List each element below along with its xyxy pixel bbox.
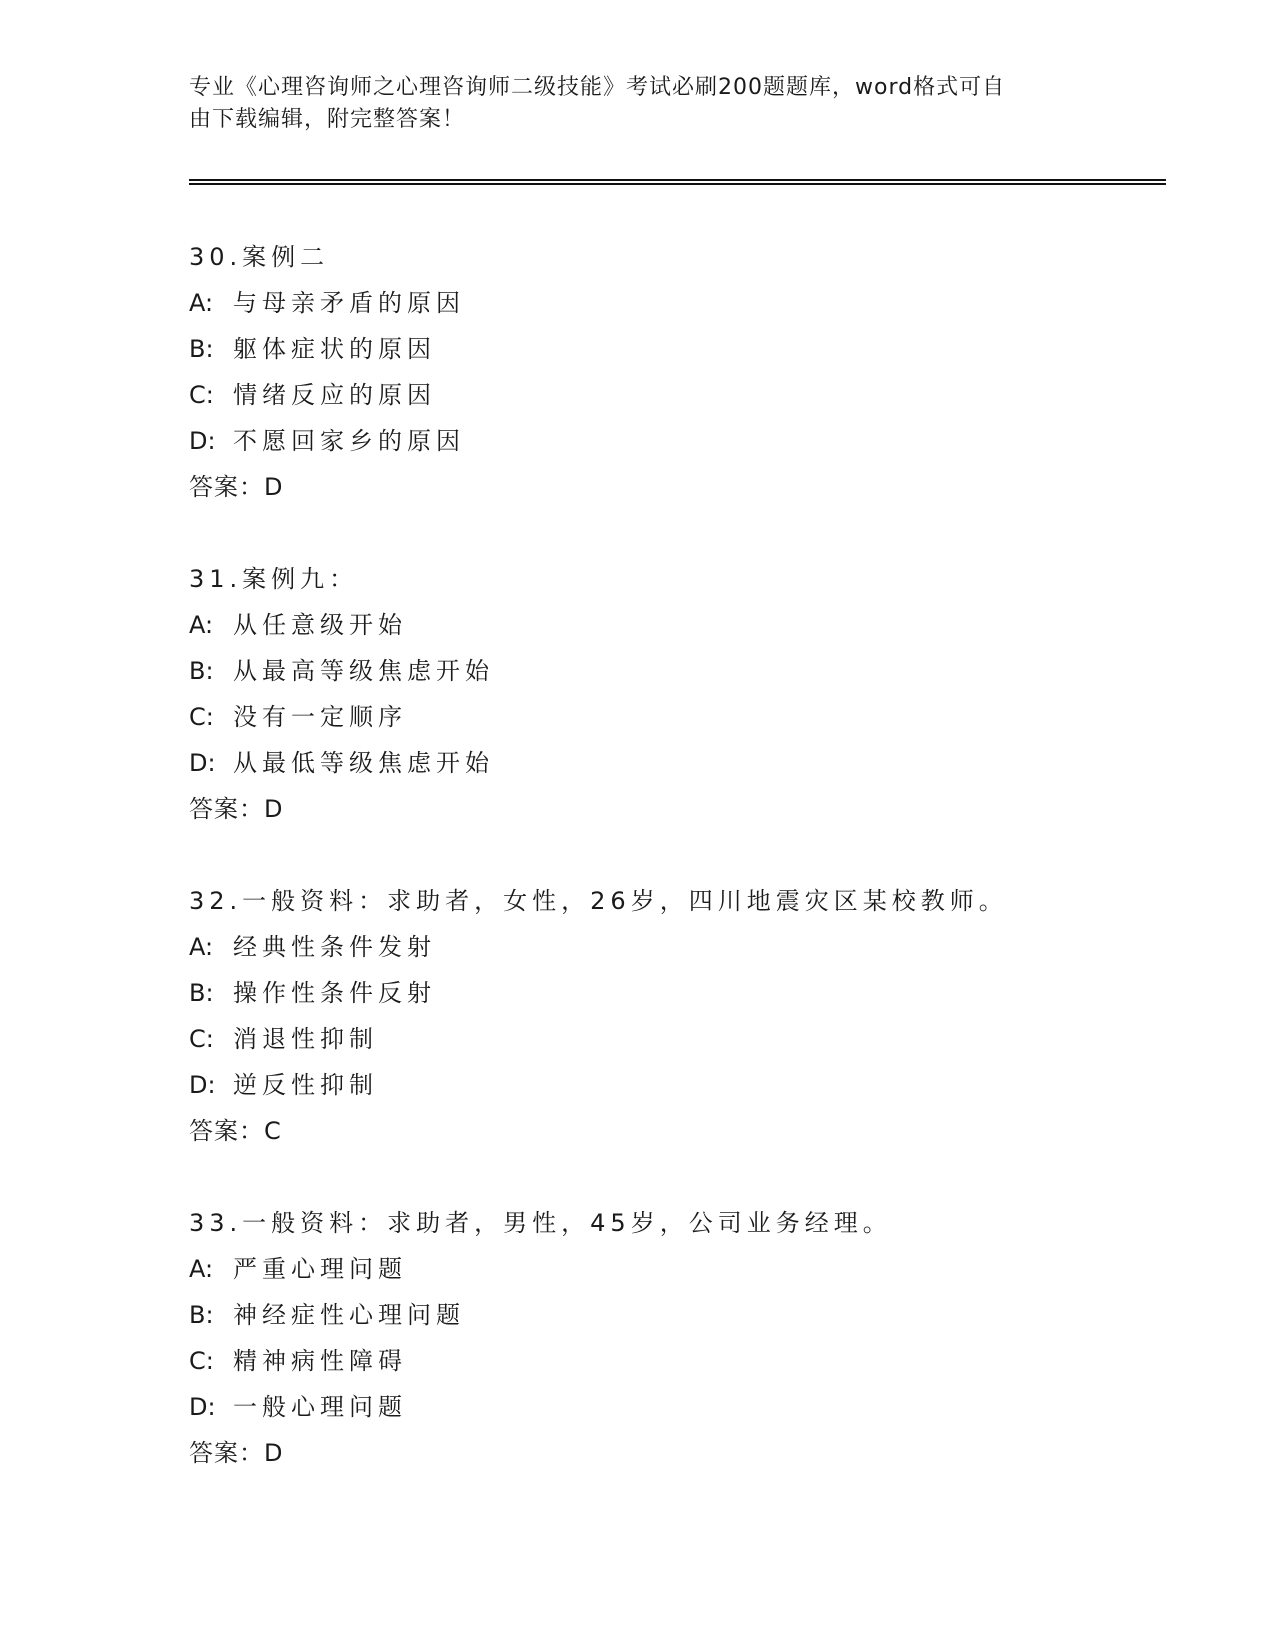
- answer-value: D: [264, 473, 284, 501]
- answer-label: 答案：: [189, 1439, 264, 1467]
- option-text: 不愿回家乡的原因: [233, 427, 465, 455]
- option-text: 一般心理问题: [233, 1393, 407, 1421]
- question-30: [189, 234, 1169, 510]
- option-key: A:: [189, 1255, 214, 1283]
- option-text: 与母亲矛盾的原因: [233, 289, 465, 317]
- option-key: A:: [189, 289, 214, 317]
- option-text: 情绪反应的原因: [233, 381, 436, 409]
- answer-label: 答案：: [189, 795, 264, 823]
- option-d: [189, 1062, 1169, 1108]
- question-31: [189, 556, 1169, 832]
- answer-line: [189, 786, 1169, 832]
- option-text: 从最高等级焦虑开始: [233, 657, 494, 685]
- question-stem: 30.案例二: [189, 243, 330, 271]
- option-key: B:: [189, 657, 214, 685]
- answer-label: 答案：: [189, 473, 264, 501]
- answer-value: C: [264, 1117, 282, 1145]
- option-key: A:: [189, 611, 214, 639]
- option-text: 躯体症状的原因: [233, 335, 436, 363]
- header-line-1: 专业《心理咨询师之心理咨询师二级技能》考试必刷200题题库，word格式可自: [189, 75, 1006, 100]
- question-32: [189, 878, 1169, 1154]
- option-text: 精神病性障碍: [233, 1347, 407, 1375]
- answer-value: D: [264, 795, 284, 823]
- option-key: B:: [189, 335, 214, 363]
- option-d: [189, 418, 1169, 464]
- option-key: A:: [189, 933, 214, 961]
- option-b: [189, 1292, 1169, 1338]
- question-list: [189, 234, 1169, 1522]
- option-text: 从任意级开始: [233, 611, 407, 639]
- option-text: 经典性条件发射: [233, 933, 436, 961]
- option-b: [189, 326, 1169, 372]
- option-a: [189, 280, 1169, 326]
- option-text: 没有一定顺序: [233, 703, 407, 731]
- question-33: [189, 1200, 1169, 1476]
- option-c: [189, 1338, 1169, 1384]
- option-key: C:: [189, 703, 214, 731]
- answer-line: [189, 1430, 1169, 1476]
- option-key: C:: [189, 1025, 214, 1053]
- option-d: [189, 740, 1169, 786]
- option-text: 严重心理问题: [233, 1255, 407, 1283]
- option-c: [189, 372, 1169, 418]
- option-d: [189, 1384, 1169, 1430]
- option-a: [189, 924, 1169, 970]
- option-text: 逆反性抑制: [233, 1071, 378, 1099]
- option-key: B:: [189, 1301, 214, 1329]
- option-c: [189, 1016, 1169, 1062]
- option-key: D:: [189, 427, 216, 455]
- question-stem: 32.一般资料：求助者，女性，26岁，四川地震灾区某校教师。: [189, 887, 1008, 915]
- option-text: 从最低等级焦虑开始: [233, 749, 494, 777]
- option-c: [189, 694, 1169, 740]
- option-text: 神经症性心理问题: [233, 1301, 465, 1329]
- option-a: [189, 1246, 1169, 1292]
- answer-line: [189, 464, 1169, 510]
- option-b: [189, 648, 1169, 694]
- option-key: C:: [189, 1347, 214, 1375]
- header-line-2: 由下载编辑，附完整答案！: [189, 107, 466, 132]
- document-header: [189, 72, 1089, 136]
- option-text: 操作性条件反射: [233, 979, 436, 1007]
- option-key: B:: [189, 979, 214, 1007]
- option-text: 消退性抑制: [233, 1025, 378, 1053]
- question-stem: 33.一般资料：求助者，男性，45岁，公司业务经理。: [189, 1209, 892, 1237]
- answer-line: [189, 1108, 1169, 1154]
- option-a: [189, 602, 1169, 648]
- option-key: D:: [189, 1393, 216, 1421]
- answer-label: 答案：: [189, 1117, 264, 1145]
- option-key: D:: [189, 1071, 216, 1099]
- header-double-rule: [189, 179, 1166, 185]
- option-key: D:: [189, 749, 216, 777]
- question-stem: 31.案例九：: [189, 565, 359, 593]
- option-b: [189, 970, 1169, 1016]
- option-key: C:: [189, 381, 214, 409]
- answer-value: D: [264, 1439, 284, 1467]
